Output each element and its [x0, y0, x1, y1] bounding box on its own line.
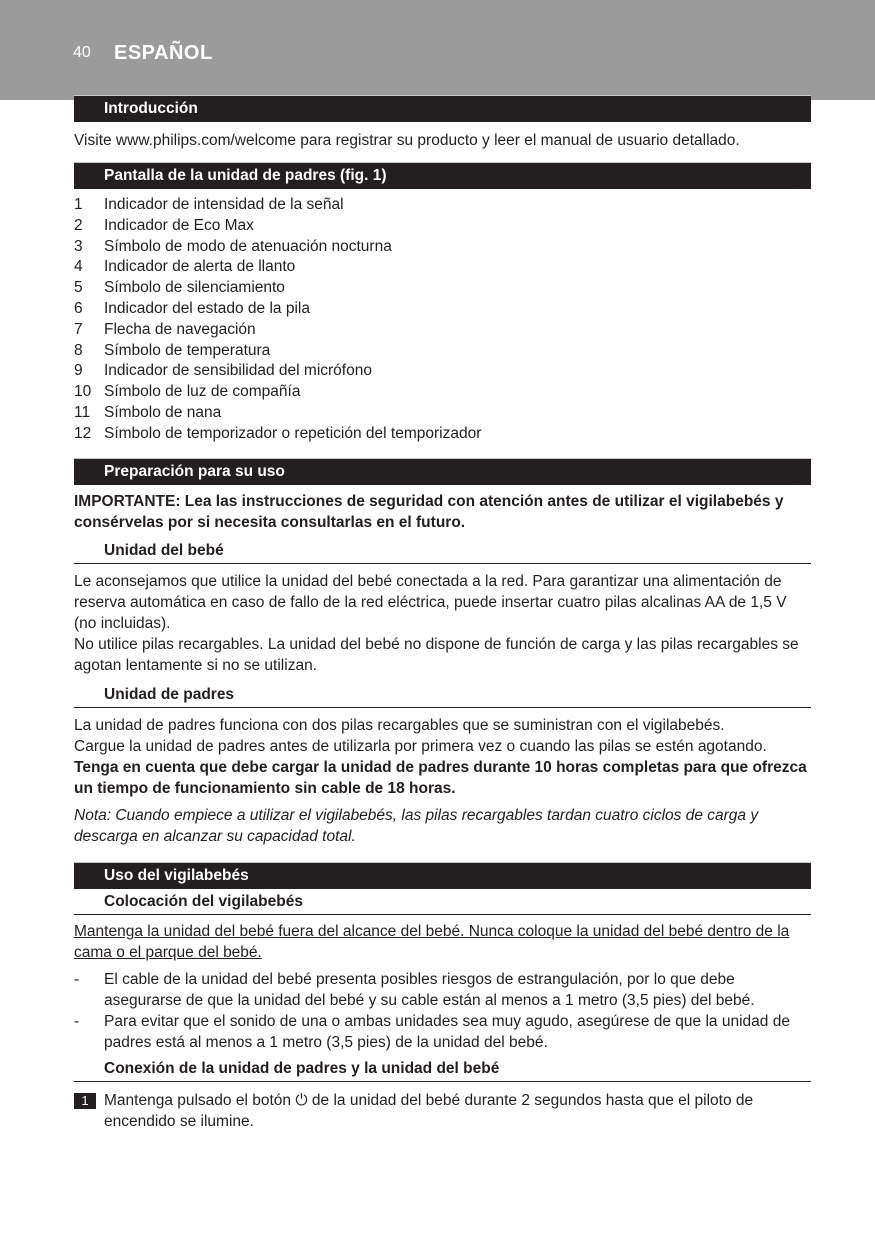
list-item-text: Símbolo de temporizador o repetición del temporizador — [104, 424, 482, 442]
display-list-item — [74, 278, 811, 299]
list-item-text: Indicador del estado de la pila — [104, 299, 310, 317]
section-heading-parent-display: Pantalla de la unidad de padres (fig. 1) — [74, 162, 811, 189]
intro-text: Visite www.philips.com/welcome para registrar su producto y leer el manual de usuario detallado. — [74, 132, 740, 149]
placement-bullet-list — [74, 969, 811, 1053]
display-list-item — [74, 237, 811, 258]
placement-bullet — [74, 1011, 811, 1053]
display-items-list — [74, 195, 811, 445]
step-text-after: de la unidad del bebé durante 2 segundos hasta que el piloto de encendido se ilumine. — [104, 1091, 754, 1130]
display-list-item — [74, 361, 811, 382]
list-item-text: Flecha de navegación — [104, 320, 256, 338]
step-text-before: Mantenga pulsado el botón — [104, 1091, 292, 1109]
list-item-number: 7 — [74, 320, 83, 338]
list-item-text: Símbolo de nana — [104, 403, 222, 421]
section-heading-intro: Introducción — [74, 95, 811, 122]
dash-marker: - — [74, 970, 80, 988]
baby-unit-paragraph-2: No utilice pilas recargables. La unidad del bebé no dispone de función de carga y las pilas recargables se agotan lentamente si no se utilizan. — [74, 635, 799, 674]
list-item-number: 2 — [74, 216, 83, 234]
step-number-badge: 1 — [74, 1093, 96, 1109]
list-item-text: Indicador de alerta de llanto — [104, 258, 296, 276]
document-body — [74, 95, 811, 1132]
display-list-item — [74, 320, 811, 341]
display-list-item — [74, 216, 811, 237]
dash-marker: - — [74, 1012, 80, 1030]
list-item-number: 6 — [74, 299, 83, 317]
display-list-item — [74, 299, 811, 320]
list-item-number: 12 — [74, 424, 92, 442]
parent-unit-note: Nota: Cuando empiece a utilizar el vigilabebés, las pilas recargables tardan cuatro ciclos de carga y descarga en alcanzar su capacidad total. — [74, 806, 759, 845]
list-item-text: Indicador de Eco Max — [104, 216, 254, 234]
parent-unit-paragraph-1: La unidad de padres funciona con dos pilas recargables que se suministran con el vigilabebés. — [74, 716, 725, 734]
subheading-parent-unit: Unidad de padres — [74, 683, 811, 708]
important-notice: IMPORTANTE: Lea las instrucciones de seguridad con atención antes de utilizar el vigilabebés y consérvelas por si necesita consultarlas en el futuro. — [74, 492, 784, 531]
power-icon: ⏻ — [295, 1091, 308, 1109]
placement-bullet — [74, 969, 811, 1011]
subheading-baby-unit: Unidad del bebé — [74, 539, 811, 564]
display-list-item — [74, 403, 811, 424]
placement-warning: Mantenga la unidad del bebé fuera del alcance del bebé. Nunca coloque la unidad del bebé dentro de la cama o el parque del bebé. — [74, 922, 790, 961]
subheading-connection: Conexión de la unidad de padres y la unidad del bebé — [74, 1057, 811, 1082]
parent-unit-paragraph-2: Cargue la unidad de padres antes de utilizarla por primera vez o cuando las pilas se estén agotando. — [74, 737, 767, 755]
list-item-number: 8 — [74, 341, 83, 359]
list-item-text: Símbolo de modo de atenuación nocturna — [104, 237, 392, 255]
list-item-number: 5 — [74, 279, 83, 297]
list-item-number: 3 — [74, 237, 83, 255]
list-item-number: 1 — [74, 196, 83, 213]
display-list-item — [74, 195, 811, 216]
display-list-item — [74, 424, 811, 445]
list-item-text: Símbolo de temperatura — [104, 341, 271, 359]
list-item-number: 4 — [74, 258, 83, 276]
display-list-item — [74, 341, 811, 362]
bullet-text: El cable de la unidad del bebé presenta posibles riesgos de estrangulación, por lo que debe asegurarse de que la unidad del bebé y su cable están al menos a 1 metro (3,5 pies) del bebé. — [104, 970, 755, 1009]
list-item-text: Indicador de sensibilidad del micrófono — [104, 362, 372, 380]
section-heading-usage: Uso del vigilabebés — [74, 862, 811, 889]
bullet-text: Para evitar que el sonido de una o ambas unidades sea muy agudo, asegúrese de que la unidad de padres está al menos a 1 metro (3,5 pies) de la unidad del bebé. — [104, 1012, 790, 1051]
list-item-number: 11 — [74, 403, 91, 421]
list-item-text: Símbolo de luz de compañía — [104, 383, 301, 401]
page-number: 40 — [73, 44, 91, 61]
page-header — [0, 0, 875, 100]
display-list-item — [74, 257, 811, 278]
parent-unit-charge-notice: Tenga en cuenta que debe cargar la unidad de padres durante 10 horas completas para que ofrezca un tiempo de funcionamiento sin cable de 18 horas. — [74, 758, 807, 797]
list-item-text: Símbolo de silenciamiento — [104, 279, 285, 297]
list-item-number: 10 — [74, 383, 92, 401]
language-title: ESPAÑOL — [114, 42, 213, 64]
list-item-text: Indicador de intensidad de la señal — [104, 196, 344, 213]
display-list-item — [74, 382, 811, 403]
baby-unit-paragraph-1: Le aconsejamos que utilice la unidad del bebé conectada a la red. Para garantizar una alimentación de reserva automática en caso de fallo de la red eléctrica, puede insertar cuatro pilas alcalinas AA de 1,5 V (no incluidas). — [74, 572, 787, 632]
list-item-number: 9 — [74, 362, 83, 380]
connection-step-1 — [74, 1090, 811, 1132]
section-heading-preparation: Preparación para su uso — [74, 458, 811, 485]
subheading-placement: Colocación del vigilabebés — [74, 890, 811, 915]
